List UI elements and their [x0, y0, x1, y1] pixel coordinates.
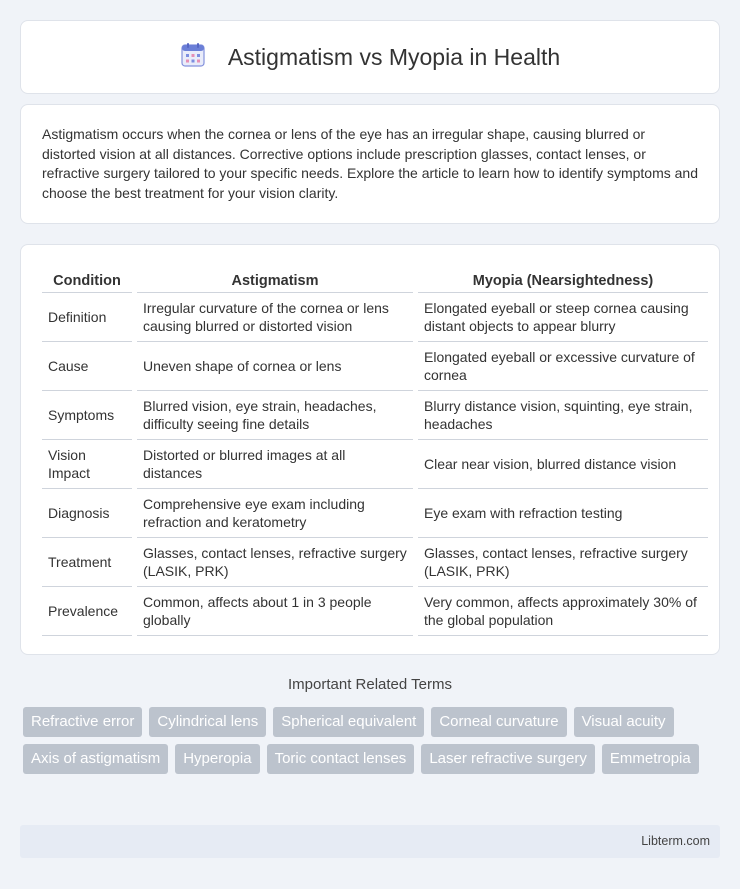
- header-condition: Condition: [42, 265, 132, 293]
- row-label: Cause: [42, 342, 132, 391]
- astigmatism-cell: Blurred vision, eye strain, headaches, difficulty seeing fine details: [137, 391, 413, 440]
- tag-spherical-equivalent[interactable]: Spherical equivalent: [273, 707, 424, 737]
- comparison-table: [37, 265, 713, 636]
- table-row: [42, 440, 708, 489]
- tag-visual-acuity[interactable]: Visual acuity: [574, 707, 674, 737]
- tag-toric-contact-lenses[interactable]: Toric contact lenses: [267, 744, 415, 774]
- myopia-cell: Glasses, contact lenses, refractive surgery (LASIK, PRK): [418, 538, 708, 587]
- tag-corneal-curvature[interactable]: Corneal curvature: [431, 707, 566, 737]
- row-label: Definition: [42, 293, 132, 342]
- astigmatism-cell: Glasses, contact lenses, refractive surgery (LASIK, PRK): [137, 538, 413, 587]
- footer: [20, 825, 720, 858]
- related-terms-list: [23, 707, 723, 774]
- tag-cylindrical-lens[interactable]: Cylindrical lens: [149, 707, 266, 737]
- title-wrap: [180, 42, 560, 73]
- row-label: Vision Impact: [42, 440, 132, 489]
- table-row: [42, 538, 708, 587]
- table-row: [42, 587, 708, 636]
- myopia-cell: Blurry distance vision, squinting, eye strain, headaches: [418, 391, 708, 440]
- row-label: Prevalence: [42, 587, 132, 636]
- tag-axis-of-astigmatism[interactable]: Axis of astigmatism: [23, 744, 168, 774]
- astigmatism-cell: Irregular curvature of the cornea or lens causing blurred or distorted vision: [137, 293, 413, 342]
- astigmatism-cell: Distorted or blurred images at all distances: [137, 440, 413, 489]
- tag-refractive-error[interactable]: Refractive error: [23, 707, 142, 737]
- intro-text: Astigmatism occurs when the cornea or lens of the eye has an irregular shape, causing blurred or distorted vision at all distances. Corrective options include prescription glasses, contact lenses, or refractive surgery tailored to your specific needs. Explore the article to learn how to identify symptoms and choose the best treatment for your vision clarity.: [42, 126, 698, 201]
- myopia-cell: Eye exam with refraction testing: [418, 489, 708, 538]
- astigmatism-cell: Common, affects about 1 in 3 people globally: [137, 587, 413, 636]
- header-astigmatism: Astigmatism: [137, 265, 413, 293]
- myopia-cell: Elongated eyeball or excessive curvature of cornea: [418, 342, 708, 391]
- footer-site-link[interactable]: Libterm.com: [641, 834, 710, 848]
- tag-laser-refractive-surgery[interactable]: Laser refractive surgery: [421, 744, 595, 774]
- table-row: [42, 391, 708, 440]
- tag-emmetropia[interactable]: Emmetropia: [602, 744, 699, 774]
- row-label: Treatment: [42, 538, 132, 587]
- intro-card: [20, 104, 720, 224]
- calendar-grid-icon: [180, 42, 206, 73]
- myopia-cell: Clear near vision, blurred distance vision: [418, 440, 708, 489]
- table-row: [42, 293, 708, 342]
- row-label: Symptoms: [42, 391, 132, 440]
- tag-hyperopia[interactable]: Hyperopia: [175, 744, 259, 774]
- page-title: Astigmatism vs Myopia in Health: [227, 43, 561, 70]
- astigmatism-cell: Uneven shape of cornea or lens: [137, 342, 413, 391]
- myopia-cell: Elongated eyeball or steep cornea causing distant objects to appear blurry: [418, 293, 708, 342]
- header-myopia: Myopia (Nearsightedness): [418, 265, 708, 293]
- related-terms-title: Important Related Terms: [288, 676, 452, 693]
- table-row: [42, 489, 708, 538]
- myopia-cell: Very common, affects approximately 30% of the global population: [418, 587, 708, 636]
- comparison-table-card: [20, 244, 720, 655]
- table-row: [42, 342, 708, 391]
- row-label: Diagnosis: [42, 489, 132, 538]
- table-header-row: [42, 265, 708, 293]
- astigmatism-cell: Comprehensive eye exam including refraction and keratometry: [137, 489, 413, 538]
- header-card: [20, 20, 720, 94]
